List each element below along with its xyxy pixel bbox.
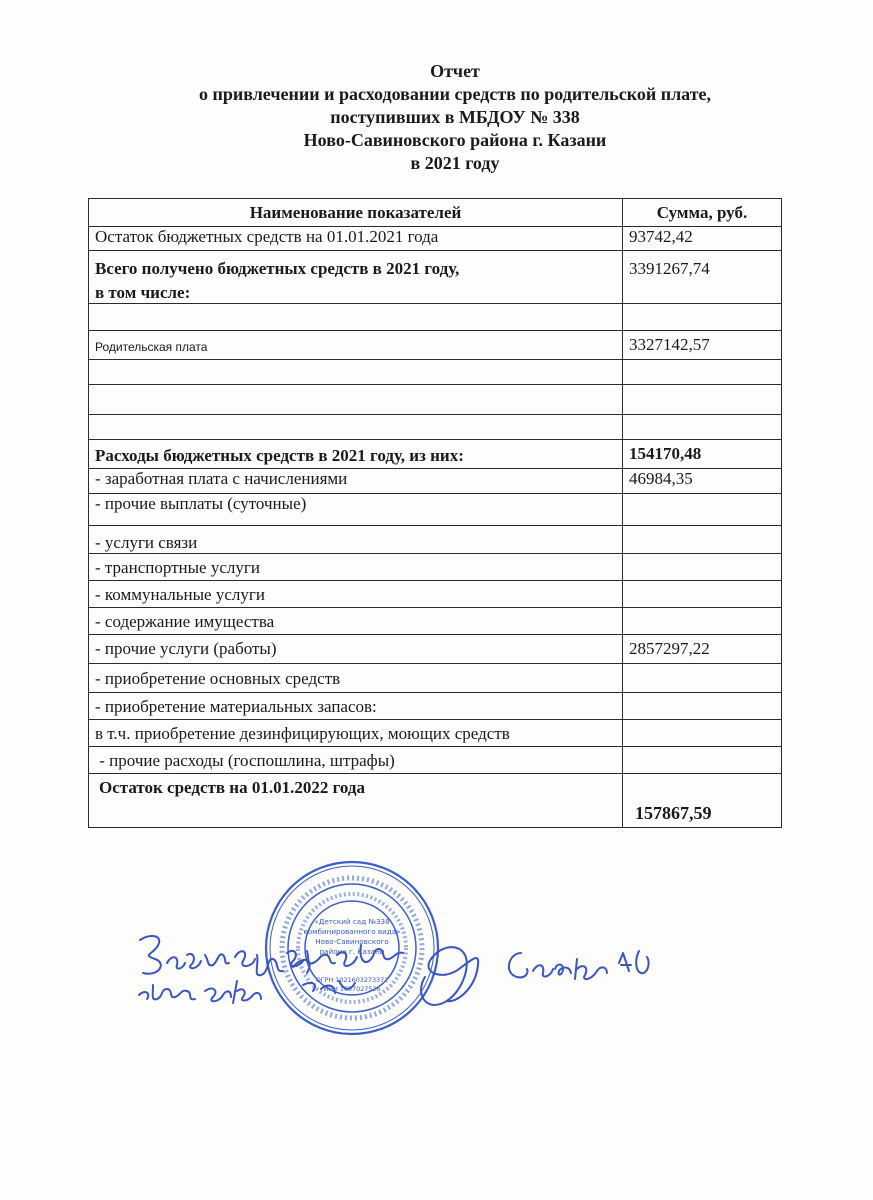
row-sum (623, 554, 782, 581)
table-row (89, 720, 782, 747)
row-sum (623, 720, 782, 747)
table-row (89, 747, 782, 774)
table-row (89, 774, 782, 828)
row-sum (623, 581, 782, 608)
table-row (89, 415, 782, 440)
row-name: - приобретение материальных запасов: (89, 693, 623, 720)
title-line-1: Отчет (430, 61, 480, 81)
row-sum: 46984,35 (623, 469, 782, 494)
table-row (89, 664, 782, 693)
row-sum: 2857297,22 (623, 635, 782, 664)
seal-line-4: района г. Казани (319, 947, 385, 956)
row-sum: 157867,59 (623, 774, 782, 828)
row-name: - прочие выплаты (суточные) (89, 494, 623, 526)
table-row (89, 304, 782, 331)
table-row (89, 494, 782, 526)
row-sum (623, 664, 782, 693)
table-row (89, 581, 782, 608)
row-name: Расходы бюджетных средств в 2021 году, из них: (89, 440, 623, 469)
row-name (89, 251, 623, 304)
table-row (89, 469, 782, 494)
seal-line-2: комбинированного вида» (303, 927, 401, 936)
row-sum (623, 526, 782, 554)
table-header-row (89, 199, 782, 227)
row-name: - прочие услуги (работы) (89, 635, 623, 664)
header-name: Наименование показателей (89, 199, 623, 227)
signature-name (125, 915, 132, 917)
table-row (89, 251, 782, 304)
row-name (89, 360, 623, 385)
seal-line-1: «Детский сад №338 (314, 917, 390, 926)
table-row (89, 385, 782, 415)
table-row (89, 331, 782, 360)
row-sum: 154170,48 (623, 440, 782, 469)
handwritten-signature (125, 915, 685, 1025)
seal-inn: ИНН 1657027526 (323, 985, 381, 993)
row-sum: 93742,42 (623, 227, 782, 251)
row-sum (623, 608, 782, 635)
row-name: Родительская плата (89, 331, 623, 360)
title-line-4: Ново-Савиновского района г. Казани (303, 130, 607, 150)
row-name: - транспортные услуги (89, 554, 623, 581)
table-row (89, 227, 782, 251)
row-name (89, 385, 623, 415)
row-sum (623, 494, 782, 526)
row-name-line-2: в том числе: (95, 283, 191, 302)
row-name: - заработная плата с начислениями (89, 469, 623, 494)
row-name: Остаток средств на 01.01.2022 года (89, 774, 623, 828)
title-line-5: в 2021 году (410, 153, 500, 173)
row-sum (623, 415, 782, 440)
report-title (120, 60, 790, 175)
table-row (89, 693, 782, 720)
row-sum (623, 693, 782, 720)
table-row (89, 635, 782, 664)
title-line-2: о привлечении и расходовании средств по родительской плате, (198, 84, 712, 104)
row-name-line-1: Всего получено бюджетных средств в 2021 году, (95, 259, 460, 278)
table-row (89, 554, 782, 581)
row-sum (623, 747, 782, 774)
row-name: - прочие расходы (госпошлина, штрафы) (89, 747, 623, 774)
row-name: - приобретение основных средств (89, 664, 623, 693)
table-row (89, 360, 782, 385)
row-name (89, 415, 623, 440)
table-row (89, 526, 782, 554)
report-table (88, 198, 782, 828)
seal-ogrn: ОГРН 1021603273372 (315, 976, 389, 984)
row-name (89, 304, 623, 331)
row-sum: 3391267,74 (623, 251, 782, 304)
row-sum: 3327142,57 (623, 331, 782, 360)
header-sum: Сумма, руб. (623, 199, 782, 227)
seal-line-3: Ново-Савиновского (315, 937, 389, 946)
row-sum (623, 304, 782, 331)
row-sum (623, 385, 782, 415)
row-name: Остаток бюджетных средств на 01.01.2021 года (89, 227, 623, 251)
table-row (89, 440, 782, 469)
row-name: - содержание имущества (89, 608, 623, 635)
title-line-3: поступивших в МБДОУ № 338 (330, 107, 580, 127)
row-name: - коммунальные услуги (89, 581, 623, 608)
row-name: в т.ч. приобретение дезинфицирующих, моющих средств (89, 720, 623, 747)
row-name: - услуги связи (89, 526, 623, 554)
table-row (89, 608, 782, 635)
row-sum (623, 360, 782, 385)
